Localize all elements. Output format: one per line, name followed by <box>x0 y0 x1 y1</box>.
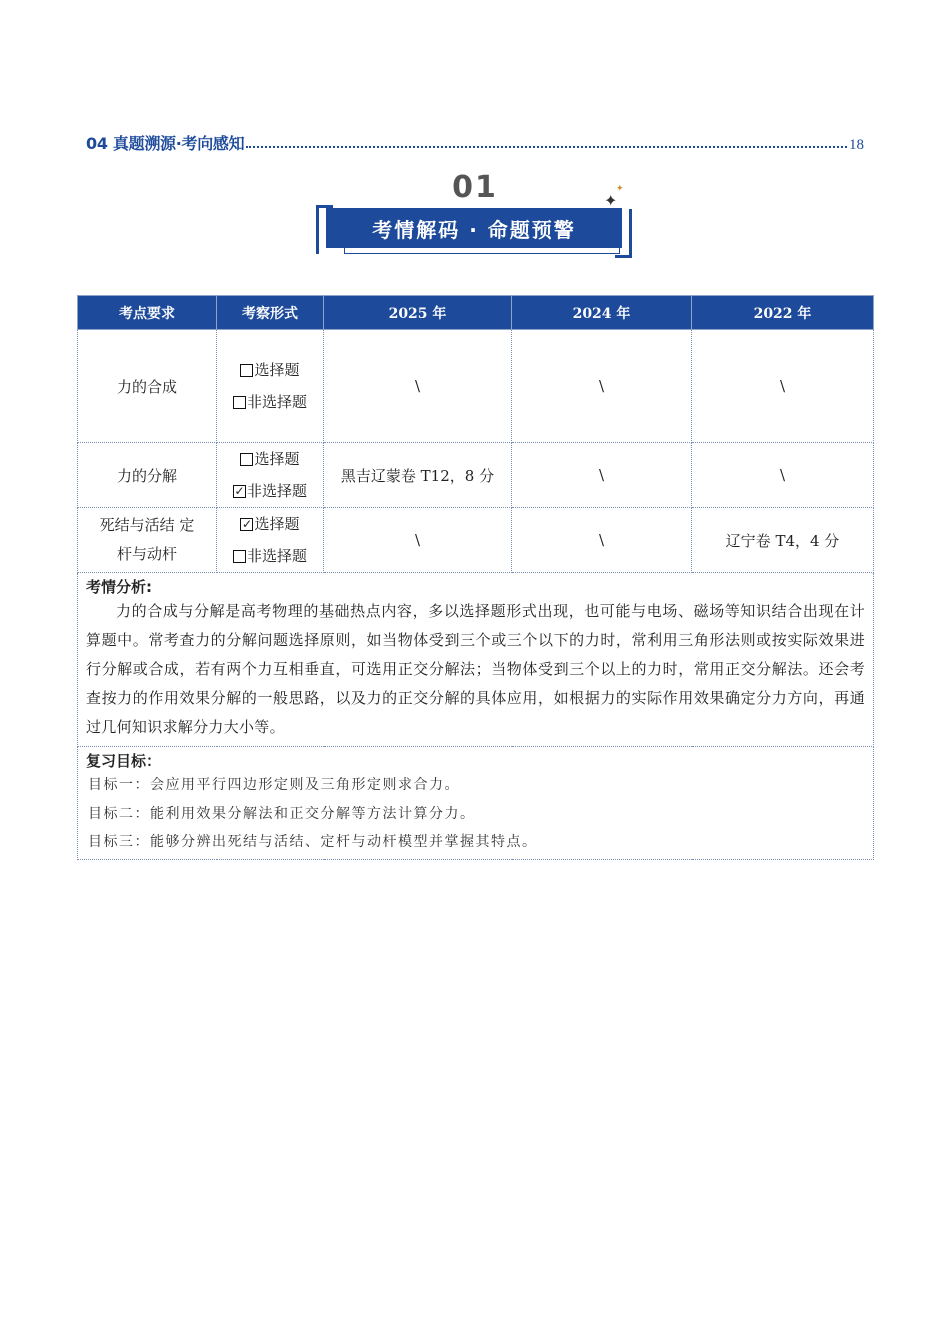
cell-2024: \ <box>512 330 692 443</box>
option-label: 非选择题 <box>246 393 307 411</box>
review-goal: 目标二：能利用效果分解法和正交分解等方法计算分力。 <box>88 805 476 822</box>
table-header-row <box>78 296 874 330</box>
header-2024: 2024 年 <box>512 296 692 330</box>
header-2022: 2022 年 <box>692 296 874 330</box>
checkbox-icon <box>240 364 253 377</box>
cell-2025: 黑吉辽蒙卷 T12，8 分 <box>324 443 512 508</box>
cell-2024: \ <box>512 443 692 508</box>
cell-2022: \ <box>692 443 874 508</box>
review-goal: 目标一：会应用平行四边形定则及三角形定则求合力。 <box>88 777 460 793</box>
form-cell <box>217 508 324 573</box>
checkbox-icon <box>233 550 246 563</box>
exam-analysis-table <box>77 295 874 860</box>
topic-cell: 力的分解 <box>78 443 217 508</box>
analysis-row <box>78 573 874 747</box>
option-choice <box>217 443 323 475</box>
option-choice <box>217 354 323 386</box>
sparkle-icon: ✦ <box>604 191 618 210</box>
option-label: 选择题 <box>254 515 300 533</box>
toc-leader-dots <box>246 146 847 148</box>
table-row <box>78 508 874 573</box>
option-label: 选择题 <box>254 450 300 468</box>
review-goal: 目标三：能够分辨出死结与活结、定杆与动杆模型并掌握其特点。 <box>88 834 538 850</box>
section-number: 01 <box>452 170 498 205</box>
review-row <box>78 747 874 860</box>
analysis-cell <box>78 573 874 747</box>
header-2025: 2025 年 <box>324 296 512 330</box>
topic-cell: 力的合成 <box>78 330 217 443</box>
topic-line: 杆与动杆 <box>116 545 177 563</box>
checked-box-icon: ✓ <box>241 516 253 531</box>
review-cell <box>78 747 874 860</box>
cell-2022: 辽宁卷 T4，4 分 <box>692 508 874 573</box>
form-cell <box>217 330 324 443</box>
topic-cell <box>78 508 217 573</box>
toc-entry[interactable] <box>86 128 864 154</box>
header-form: 考察形式 <box>217 296 324 330</box>
option-label: 选择题 <box>254 361 300 379</box>
option-nonchoice <box>217 475 323 507</box>
review-heading: 复习目标： <box>86 752 162 770</box>
table-row <box>78 443 874 508</box>
analysis-body: 力的合成与分解是高考物理的基础热点内容，多以选择题形式出现，也可能与电场、磁场等知识结合出现在计算题中。常考查力的分解问题选择原则，如当物体受到三个或三个以下的力时，常利用三角形法则或按实际效果进行分解或合成，若有两个力互相垂直，可选用正交分解法；当物体受到三个以上的力时，常用正交分解法。还会考查按力的作用效果分解的一般思路，以及力的正交分解的具体应用，如根据力的实际作用效果确定分力方向，再通过几何知识求解分力大小等。 <box>86 602 865 736</box>
cell-2022: \ <box>692 330 874 443</box>
header-topic: 考点要求 <box>78 296 217 330</box>
option-choice <box>217 508 323 540</box>
table-row <box>78 330 874 443</box>
checked-box-icon: ✓ <box>234 483 245 498</box>
cell-2025: \ <box>324 508 512 573</box>
section-title: 考情解码 · 命题预警 <box>326 208 622 248</box>
analysis-heading: 考情分析: <box>86 578 152 596</box>
toc-title[interactable]: 04 真题溯源·考向感知 <box>86 134 245 153</box>
option-label: 非选择题 <box>246 482 307 500</box>
checkbox-icon <box>233 396 246 409</box>
cell-2025: \ <box>324 330 512 443</box>
sparkle-small-icon: ✦ <box>616 184 624 194</box>
toc-page-number: 18 <box>849 137 864 153</box>
option-nonchoice <box>217 386 323 418</box>
option-label: 非选择题 <box>246 547 307 565</box>
checkbox-icon <box>240 453 253 466</box>
option-nonchoice <box>217 540 323 572</box>
topic-line: 死结与活结 定 <box>99 516 195 534</box>
form-cell <box>217 443 324 508</box>
cell-2024: \ <box>512 508 692 573</box>
